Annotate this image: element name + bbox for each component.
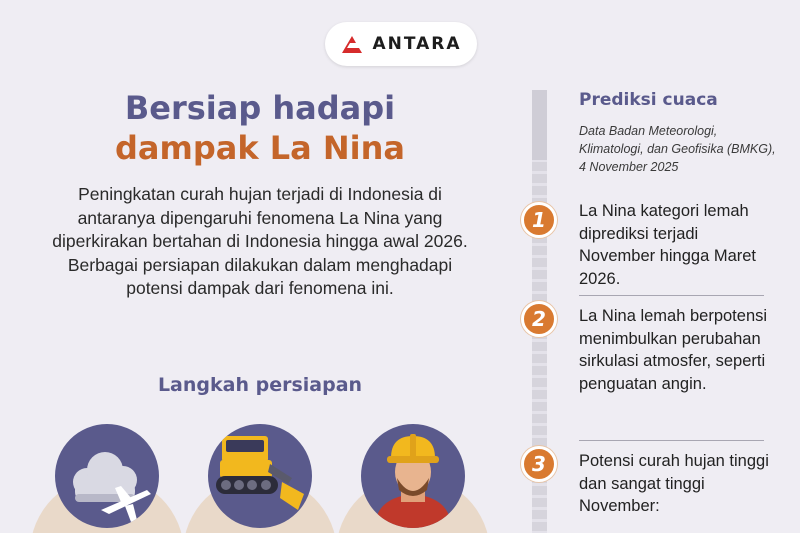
timeline-rail-top <box>532 90 547 160</box>
forecast-title: Prediksi cuaca <box>579 90 718 110</box>
construction-worker-icon <box>361 424 465 528</box>
excavator-icon <box>208 424 312 528</box>
item-number-badge: 1 <box>521 202 557 238</box>
antara-logo <box>325 22 477 66</box>
brand-name: ANTARA <box>372 34 462 54</box>
steps-title: Langkah persiapan <box>157 374 363 396</box>
headline-line-1: Bersiap hadapi <box>124 89 396 127</box>
step-circle-excavator <box>208 424 312 528</box>
forecast-item-1: La Nina kategori lemah diprediksi terjadi November hingga Maret 2026. <box>579 202 757 288</box>
item-number-badge: 3 <box>521 446 557 482</box>
intro-paragraph: Peningkatan curah hujan terjadi di Indonesia di antaranya dipengaruhi fenomena La Nina yang diperkirakan bertahan di Indonesia hingga awal 2026. Berbagai persiapan dilakukan dalam menghadapi potensi dampak dari fenomena ini. <box>52 184 468 298</box>
step-circle-cloud <box>55 424 159 528</box>
headline-line-2: dampak La Nina <box>114 129 405 167</box>
forecast-source: Data Badan Meteorologi, Klimatologi, dan Geofisika (BMKG), 4 November 2025 <box>579 124 776 174</box>
forecast-item-2: La Nina lemah berpotensi menimbulkan perubahan sirkulasi atmosfer, seperti penguatan angin. <box>579 307 768 393</box>
divider <box>579 295 764 296</box>
forecast-item-3: Potensi curah hujan tinggi dan sangat tinggi November: <box>579 452 769 515</box>
divider <box>579 440 764 441</box>
antara-logo-icon <box>340 33 366 55</box>
cloud-airplane-icon <box>55 424 159 528</box>
item-number-badge: 2 <box>521 301 557 337</box>
step-circle-worker <box>361 424 465 528</box>
